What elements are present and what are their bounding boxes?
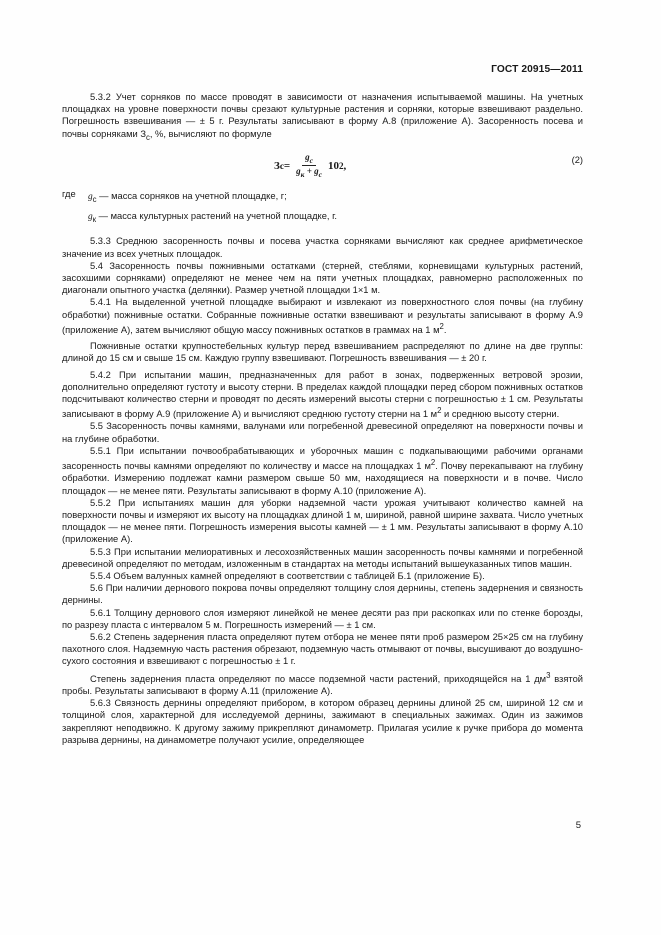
def2-text: — масса культурных растений на учетной площадке, г.: [96, 210, 337, 221]
paragraph-text-end: и среднюю высоту стерни.: [441, 409, 560, 420]
superscript: 2: [437, 406, 442, 416]
document-body: [62, 91, 583, 746]
paragraph-text: 5.4.2 При испытании машин, предназначенных для работ в зонах, подверженных ветровой эрозии, дополнительно определяют густоту и высоту стерни. В пределах каждой площадки перед сбором пожнивных остатков подсчитывают количество стерни и проводят по десять измерений высоты стерни с погрешностью ± 1 см. Результаты записывают в форму А.9 (приложение А) и вычисляют среднюю густоту стерни на 1 м: [62, 369, 583, 420]
paragraph-text: Степень задернения пласта определяют по массе подземной части растений, приходящейся на 1 дм: [90, 673, 547, 684]
paragraph-5-5-1: [62, 445, 583, 497]
formula-legend: [62, 188, 583, 228]
paragraph-5-5-3: 5.5.3 При испытании мелиоративных и лесохозяйственных машин засоренность почвы камнями и погребенной древесиной определяют по методам, изложенным в стандартах на методы испытаний вышеуказанных типов машин.: [62, 546, 583, 569]
def1-sub: с: [92, 194, 97, 204]
formula-equals: =: [283, 159, 291, 172]
formula-factor-exp: 2: [338, 160, 344, 171]
superscript: 2: [439, 321, 444, 331]
superscript: 3: [546, 670, 551, 680]
standard-header: ГОСТ 20915—2011: [491, 64, 583, 75]
def1-text: — масса сорняков на учетной площадке, г;: [96, 190, 287, 201]
num-symbol: g: [305, 151, 310, 162]
num-sub: с: [309, 155, 313, 165]
den2-sub: с: [318, 170, 322, 180]
def2-symbol: g: [88, 211, 93, 222]
paragraph-5-5-4: 5.5.4 Объем валунных камней определяют в соответствии с таблицей Б.1 (приложение Б).: [90, 571, 485, 581]
paragraph-5-3-2: [62, 91, 583, 144]
page-number: 5: [575, 820, 581, 831]
den1-sub: к: [300, 170, 305, 180]
legend-defs: [88, 188, 337, 228]
paragraph-5-3-3: 5.3.3 Среднюю засоренность почвы и посева участка сорняками вычисляют как среднее арифметическое значение из всех учетных площадок.: [62, 236, 583, 259]
superscript: 2: [430, 458, 436, 468]
paragraph-text-end: , %, вычисляют по формуле: [149, 128, 272, 139]
formula-lhs-sub: с: [279, 160, 284, 171]
den2-symbol: g: [314, 166, 319, 177]
paragraph-text: 5.5.1 При испытании почвообрабатывающих и уборочных машин с подкапывающими рабочими органами засоренность почвы камнями определяют по количеству и массе на площадках 1 м: [62, 445, 583, 472]
den-plus: +: [304, 166, 315, 177]
def2-sub: к: [92, 214, 97, 224]
formula-fraction: [293, 152, 325, 181]
formula-lhs: З: [274, 159, 280, 172]
formula-2: [62, 150, 583, 178]
paragraph-5-6-2-b: [62, 670, 583, 698]
paragraph-5-4: 5.4 Засоренность почвы пожнивными остатками (стерней, стеблями, корневищами культурных растений, засохшими сорняками) определяют не менее чем на пяти учетных площадках, равномерно расположенных по диагонали опытного участка (делянки). Размер учетной площадки 1×1 м.: [62, 260, 583, 296]
paragraph-5-4-1-b: Пожнивные остатки крупностебельных культур перед взвешиванием распределяют по длине на две группы: длиной до 15 см и свыше 15 см. Каждую группу взвешивают. Погрешность взвешивания — ± 20 г.: [62, 341, 583, 364]
paragraph-5-6-2: 5.6.2 Степень задернения пласта определяют путем отбора не менее пяти проб размером 25×25 см на глубину пахотного слоя. Надземную часть растения обрезают, подземную часть отмывают от почвы, высушивают до воздушно-сухого состояния и взвешивают с погрешностью ± 1 г.: [62, 632, 584, 667]
formula-numerator: [302, 152, 316, 167]
subscript: с: [145, 132, 150, 142]
paragraph-5-6-3: 5.6.3 Связность дернины определяют прибором, в котором образец дернины длиной 25 см, шириной 12 см и толщиной слоя, характерной для исследуемой дернины, зажимают в специальных зажимах. Один из зажимов закрепляют неподвижно. К другому зажиму прикрепляют динамометр. Прилагая усилие к ручке прибора до момента разрыва дернины, на динамометре получают усилие, определяющее: [62, 698, 583, 745]
paragraph-5-4-2: [62, 369, 583, 421]
paragraph-text: 5.3.2 Учет сорняков по массе проводят в зависимости от назначения испытываемой машины. На учетных площадках на уровне поверхности почвы срезают культурные растения и сорняки, которые взвешивают раздельно. Погрешность взвешивания — ± 5 г. Результаты записывают в форму А.8 (приложение А). Засоренность посева и почвы сорняками З: [62, 92, 583, 139]
paragraph-5-5: 5.5 Засоренность почвы камнями, валунами или погребенной древесиной определяют на поверхности почвы и на глубине обработки.: [62, 421, 583, 444]
paragraph-text-end: .: [443, 324, 447, 335]
paragraph-5-5-2: 5.5.2 При испытаниях машин для уборки надземной части урожая учитывают количество камней на поверхности почвы и измеряют их высоту на площадках длиной 1 м, шириной, равной ширине захвата. Число учетных площадок — не менее пяти. Погрешность измерения высоты камней — ± 1 мм. Результаты записывают в форму А.10 (приложение А).: [62, 497, 583, 545]
formula-tail: ,: [343, 159, 347, 172]
def1-symbol: g: [88, 191, 93, 202]
paragraph-5-4-1: [62, 296, 583, 336]
formula-number: (2): [571, 154, 583, 165]
legend-label: где: [62, 188, 76, 199]
legend-def-2: [88, 208, 337, 228]
formula-expression: [274, 152, 346, 181]
paragraph-5-6-1: 5.6.1 Толщину дернового слоя измеряют линейкой не менее десяти раз при раскопках или по стенке борозды, по разрезу пласта с интервалом 5 м. Погрешность измерений — ± 1 см.: [62, 607, 583, 630]
formula-denominator: [293, 166, 325, 180]
paragraph-text-end: . Почву перекапывают на глубину обработки. Измерению подлежат камни размером свыше 50 мм, находящиеся на поверхности и в почве. Число площадок — не менее пяти. Результаты записывают в форму А.10 (приложение А).: [62, 461, 584, 496]
paragraph-text: 5.4.1 На выделенной учетной площадке выбирают и извлекают из поверхностного слоя почвы (на глубину обработки) пожнивные остатки. Собранные пожнивные остатки взвешивают и результаты записывают в форму А.9 (приложение А), затем вычисляют общую массу пожнивных остатков в граммах на 1 м: [62, 297, 583, 335]
paragraph-5-6: 5.6 При наличии дернового покрова почвы определяют толщину слоя дернины, степень задернения и связность дернины.: [62, 583, 583, 606]
paragraph-text-end: взятой пробы. Результаты записывают в форму А.11 (приложение А).: [62, 673, 583, 696]
formula-factor: 10: [327, 159, 339, 172]
den1-symbol: g: [296, 166, 301, 177]
legend-def-1: [88, 188, 337, 208]
